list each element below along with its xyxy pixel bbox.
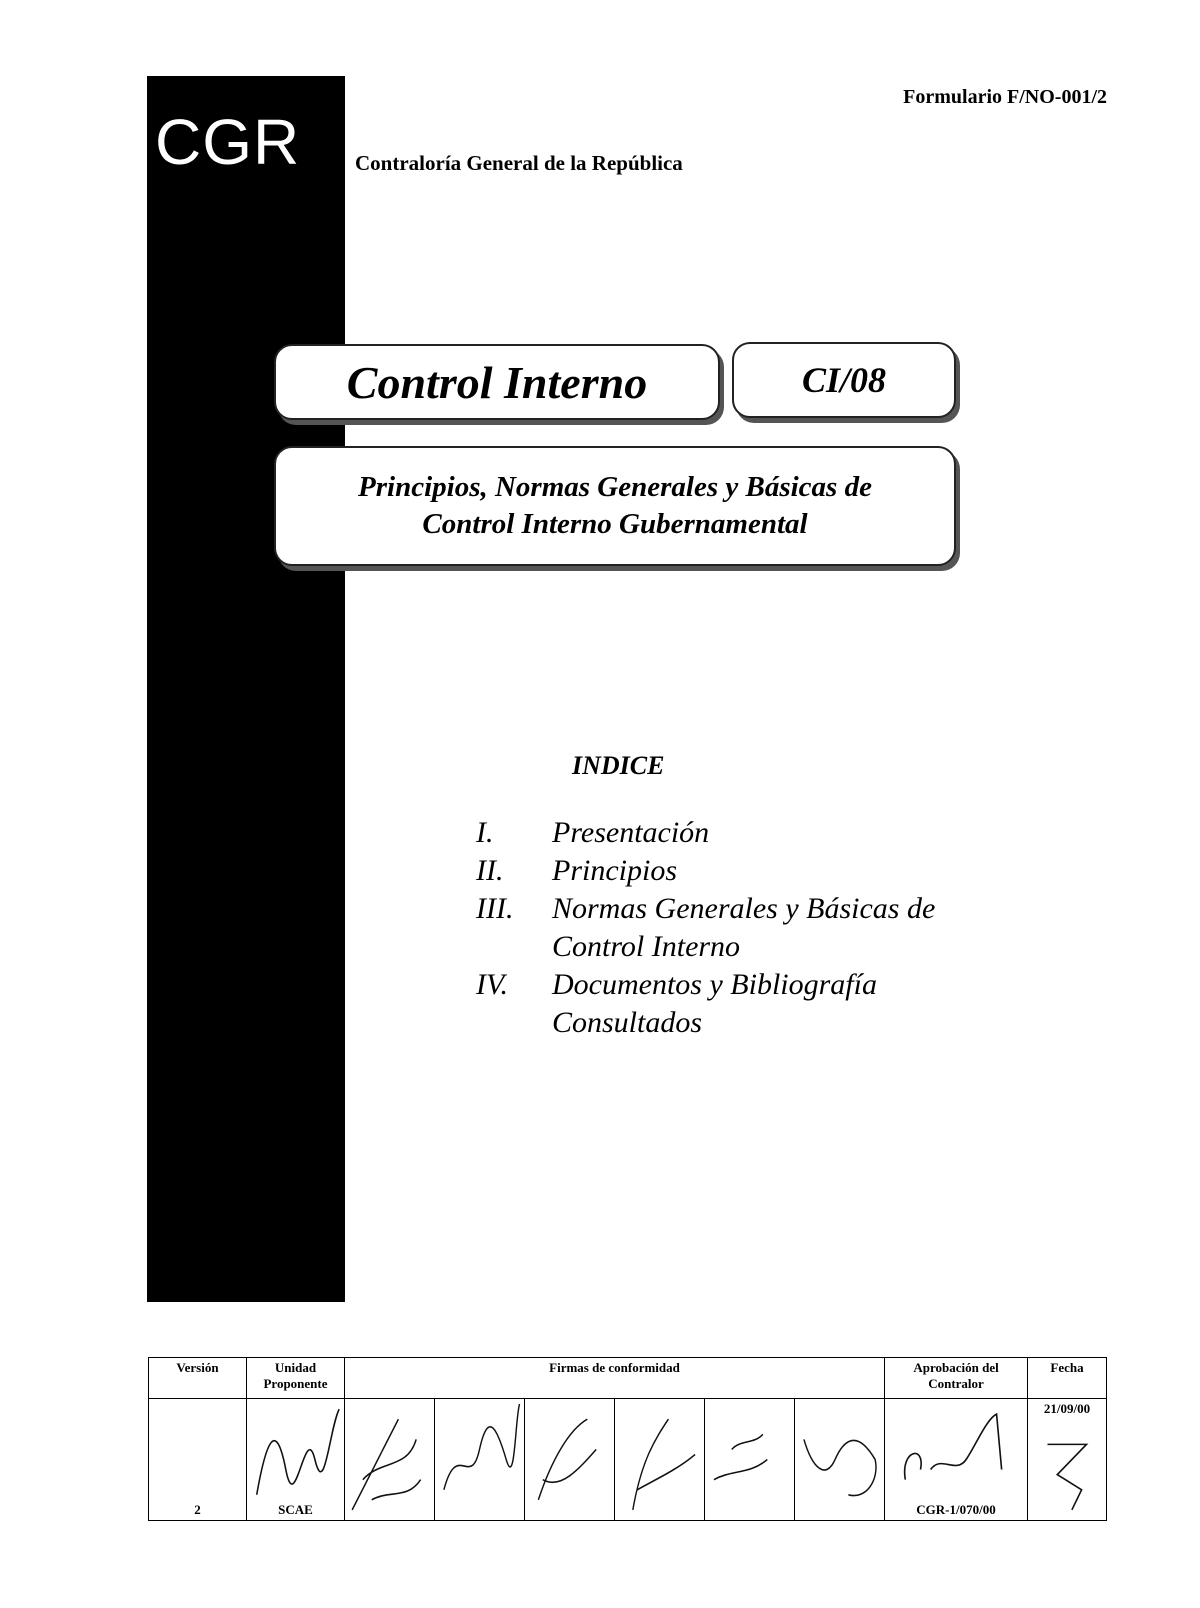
subtitle-line-2: Control Interno Gubernamental [422, 508, 808, 540]
toc-item [476, 814, 1002, 852]
table-header-row [149, 1358, 1107, 1399]
signature-cell [435, 1399, 525, 1521]
document-code: CI/08 [801, 360, 887, 400]
toc-text: Documentos y Bibliografía Consultados [552, 968, 877, 1039]
toc-number: II. [476, 854, 504, 887]
approval-cell [885, 1399, 1028, 1521]
signature-scribble [1028, 1399, 1106, 1520]
toc-text: Normas Generales y Básicas de Control Interno [552, 892, 936, 963]
signature-table [148, 1357, 1107, 1521]
signature-scribble [435, 1399, 524, 1520]
signature-cell [795, 1399, 885, 1521]
toc-text: Presentación [552, 816, 710, 849]
signature-cell [345, 1399, 435, 1521]
toc-item [476, 890, 1002, 966]
document-title-box [274, 344, 720, 420]
toc-text: Principios [552, 854, 677, 887]
side-black-bar [147, 76, 345, 1302]
index-heading: INDICE [572, 751, 665, 780]
signature-cell [525, 1399, 615, 1521]
signature-scribble [615, 1399, 704, 1520]
subtitle-line-1: Principios, Normas Generales y Básicas de [358, 470, 872, 503]
unit-value: SCAE [278, 1502, 313, 1517]
document-subtitle-box [274, 446, 956, 566]
unit-cell [247, 1399, 345, 1521]
toc-number: IV. [476, 968, 508, 1001]
signature-scribble [795, 1399, 884, 1520]
header-version: Versión [149, 1358, 247, 1399]
toc-number: III. [476, 892, 514, 925]
version-value: 2 [149, 1399, 247, 1521]
toc-item [476, 852, 1002, 890]
date-cell [1028, 1399, 1107, 1521]
signature-scribble [705, 1399, 794, 1520]
cgr-logo: CGR [155, 106, 301, 178]
approval-code: CGR-1/070/00 [916, 1502, 996, 1517]
signature-scribble [345, 1399, 434, 1520]
header-signatures: Firmas de conformidad [345, 1358, 885, 1399]
header-date: Fecha [1028, 1358, 1107, 1399]
header-unit: Unidad Proponente [247, 1358, 345, 1399]
table-of-contents [476, 814, 1002, 1042]
toc-number: I. [476, 816, 494, 849]
document-title: Control Interno [346, 356, 648, 408]
form-code: Formulario F/NO-001/2 [903, 86, 1107, 108]
signature-cell [705, 1399, 795, 1521]
header-approval: Aprobación del Contralor [885, 1358, 1028, 1399]
document-code-box [732, 342, 956, 418]
signature-scribble [525, 1399, 614, 1520]
organization-name: Contraloría General de la República [355, 151, 683, 175]
date-value: 21/09/00 [1043, 1401, 1091, 1416]
table-row [149, 1399, 1107, 1521]
signature-cell [615, 1399, 705, 1521]
toc-item [476, 966, 1002, 1042]
